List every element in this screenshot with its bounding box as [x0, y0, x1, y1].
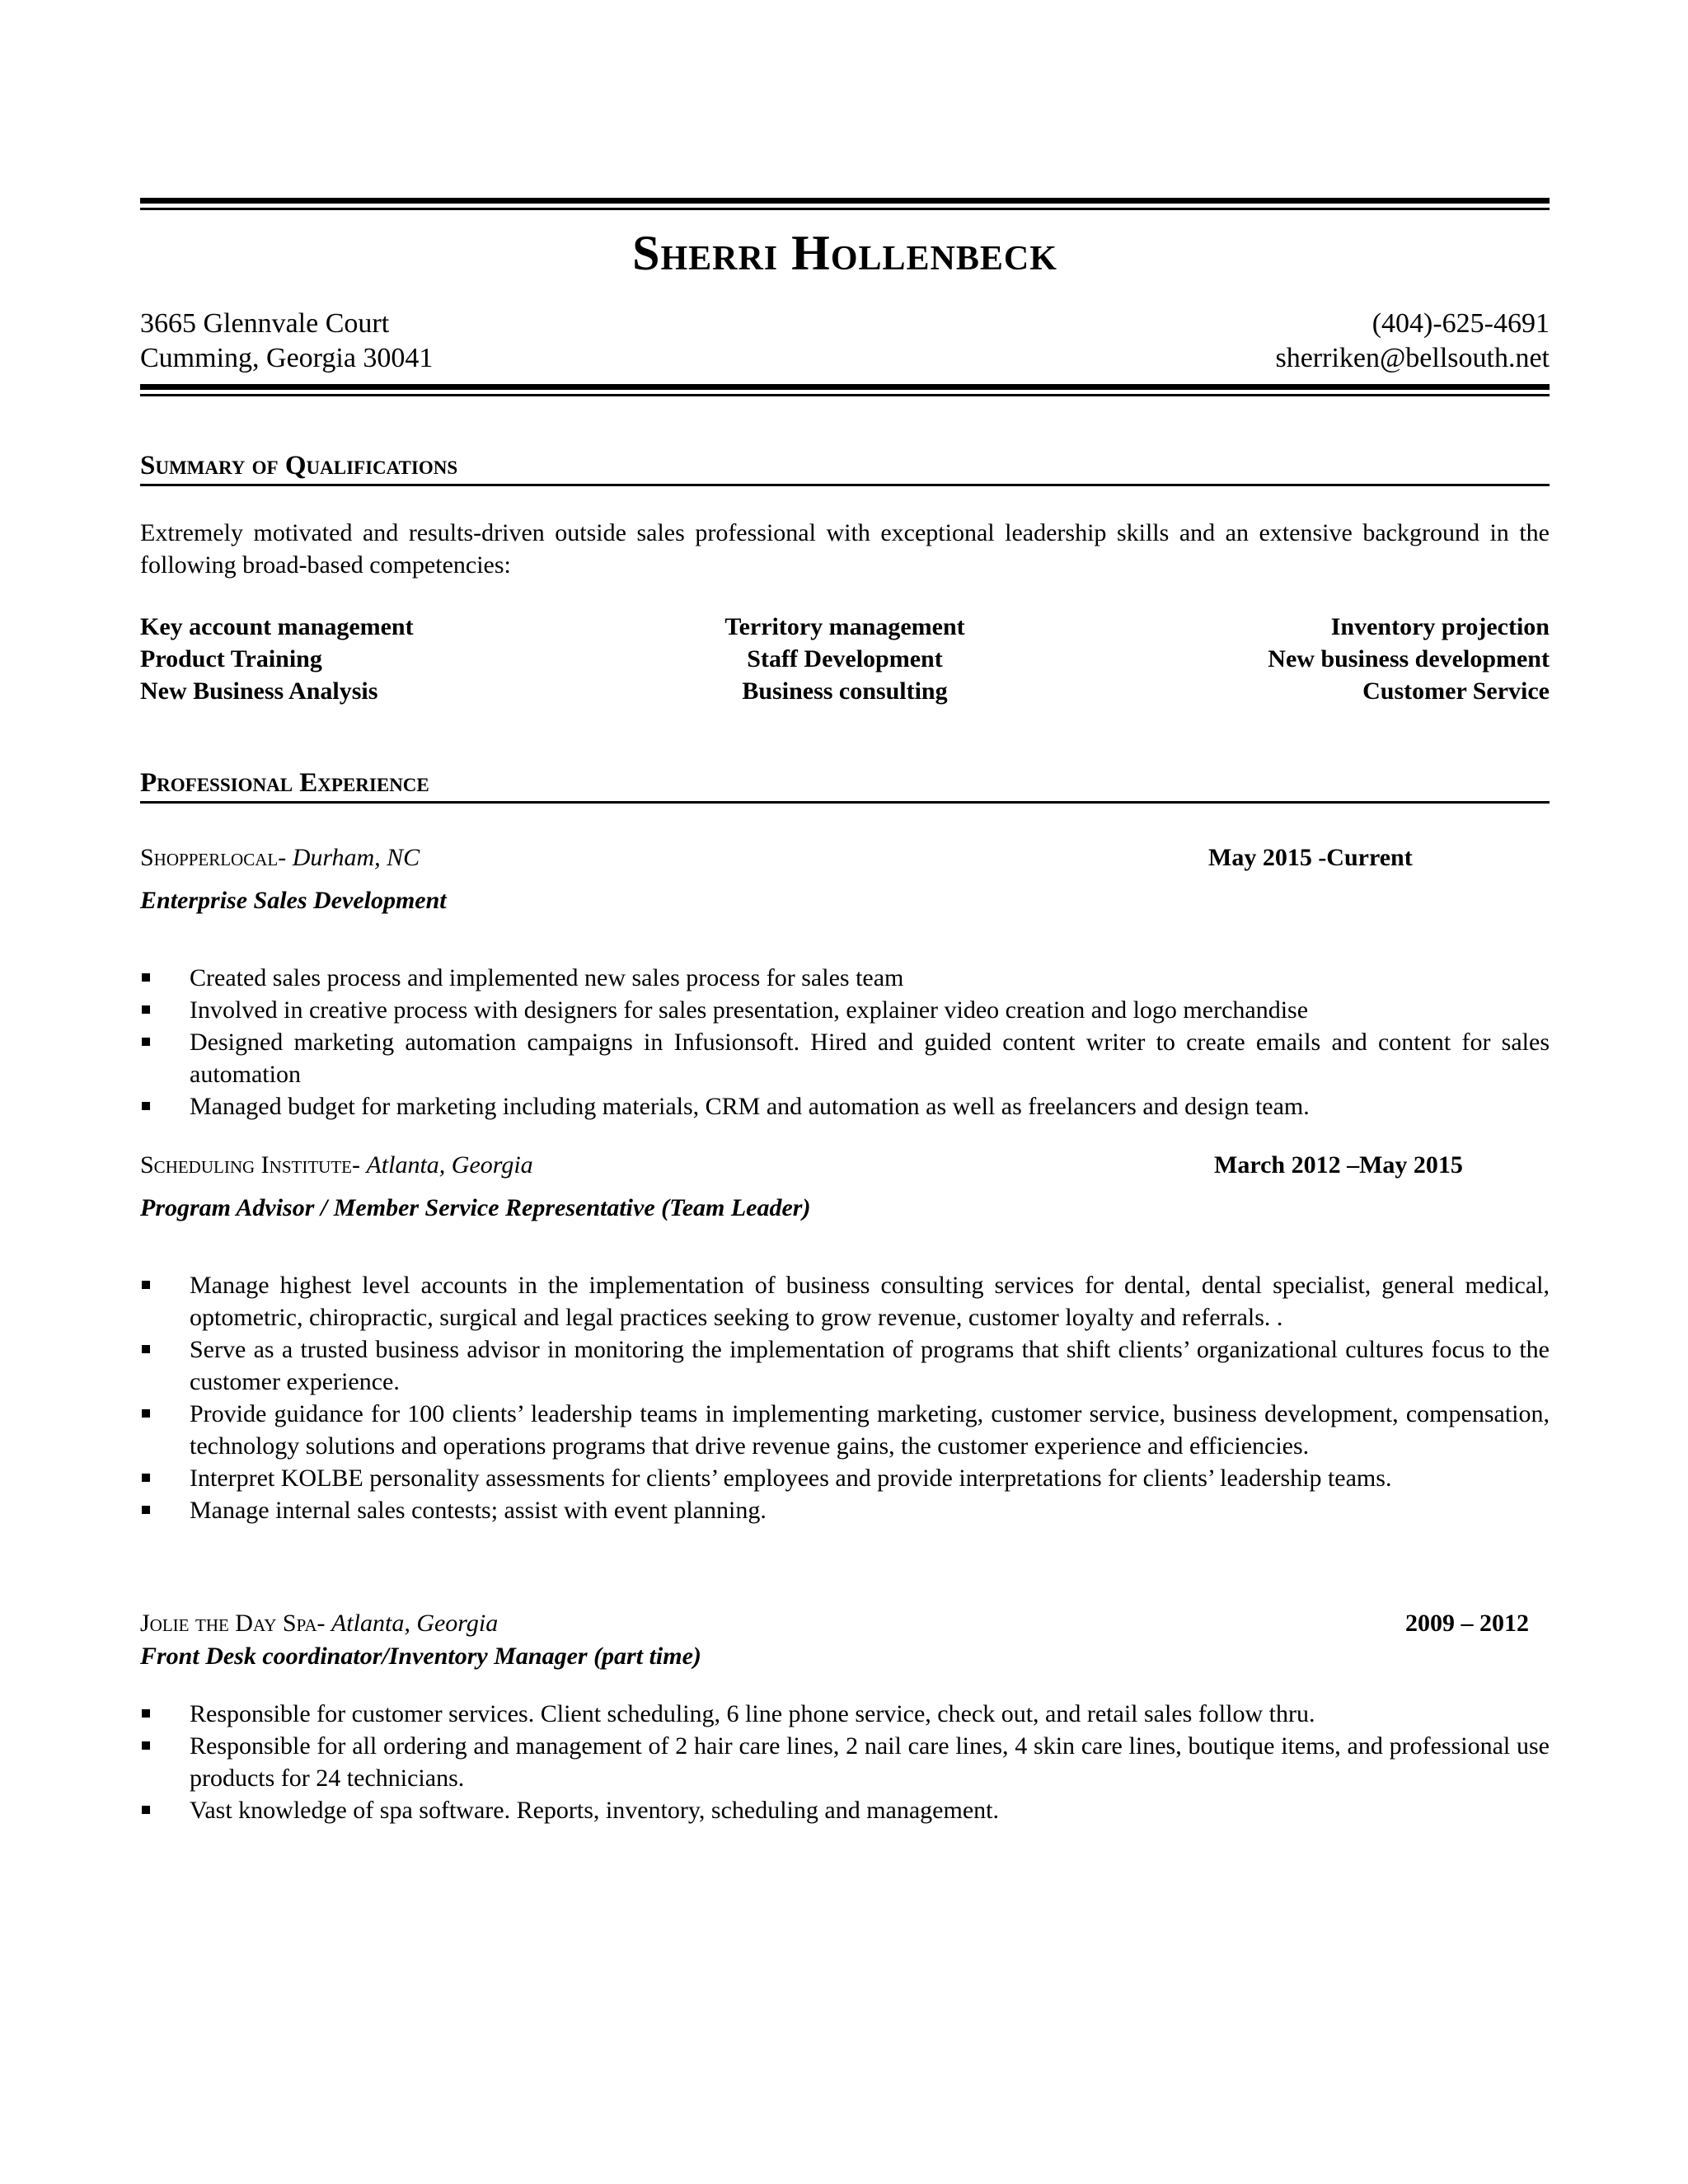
competencies-grid: [140, 611, 1550, 707]
job-bullet-list: [140, 1269, 1550, 1526]
job-bullet: Manage highest level accounts in the implementation of business consulting services for dental, dental specialist, general medical, optometric, chiropractic, surgical and legal practices seeking to grow revenue, customer loyalty and referrals. .: [140, 1269, 1550, 1333]
job-entry-scheduling-institute: [140, 1149, 1550, 1526]
job-header: [140, 1149, 1550, 1182]
job-bullet: Involved in creative process with designers for sales presentation, explainer video creation and logo merchandise: [140, 994, 1550, 1026]
competency-item: Customer Service: [1362, 677, 1550, 705]
competency-item: Staff Development: [747, 645, 943, 673]
job-bullet: Responsible for all ordering and management of 2 hair care lines, 2 nail care lines, 4 skin care lines, boutique items, and professional use products for 24 technicians.: [140, 1730, 1550, 1794]
competency-item: Product Training: [140, 645, 322, 673]
employer-location: Atlanta, Georgia: [331, 1610, 499, 1637]
competencies-right-column: [1080, 611, 1550, 707]
job-entry-jolie-day-spa: [140, 1607, 1550, 1826]
employer-name: Jolie the Day Spa-: [140, 1610, 326, 1637]
summary-section-title: Summary of Qualifications: [140, 449, 1550, 486]
job-bullet: Vast knowledge of spa software. Reports, inventory, scheduling and management.: [140, 1794, 1550, 1826]
header-top-rule: [140, 198, 1550, 210]
job-bullet-list: [140, 962, 1550, 1122]
job-dates: 2009 – 2012: [1405, 1610, 1529, 1637]
employer-name: Scheduling Institute-: [140, 1151, 360, 1179]
address-line-1: 3665 Glennvale Court: [140, 308, 390, 339]
resume-page: [140, 198, 1550, 1826]
competency-item: New business development: [1268, 645, 1550, 673]
competencies-left-column: [140, 611, 610, 707]
competency-item: Business consulting: [742, 677, 948, 705]
job-bullet-list: [140, 1698, 1550, 1826]
contact-details: [1275, 307, 1550, 376]
employer-location: Durham, NC: [292, 844, 420, 871]
job-bullet: Provide guidance for 100 clients’ leadership teams in implementing marketing, customer service, business development, compensation, technology solutions and operations programs that drive revenue gains, the customer experience and efficiencies.: [140, 1398, 1550, 1462]
employer-name: Shopperlocal-: [140, 844, 287, 871]
job-title: Enterprise Sales Development: [140, 887, 447, 914]
job-header: [140, 841, 1550, 874]
employer-location: Atlanta, Georgia: [366, 1151, 533, 1179]
experience-section-title: Professional Experience: [140, 766, 1550, 804]
competency-item: Territory management: [724, 613, 965, 640]
job-bullet: Designed marketing automation campaigns in Infusionsoft. Hired and guided content writer to create emails and content for sales automation: [140, 1026, 1550, 1090]
contact-block: [140, 307, 1550, 376]
job-bullet: Created sales process and implemented new sales process for sales team: [140, 962, 1550, 994]
competency-item: Key account management: [140, 613, 414, 640]
job-header: [140, 1607, 1550, 1640]
competencies-center-column: [610, 611, 1080, 707]
job-bullet: Managed budget for marketing including materials, CRM and automation as well as freelancers and design team.: [140, 1090, 1550, 1122]
email-address: sherriken@bellsouth.net: [1275, 343, 1550, 373]
summary-text: Extremely motivated and results-driven outside sales professional with exceptional leadership skills and an extensive background in the following broad-based competencies:: [140, 519, 1550, 579]
competency-item: New Business Analysis: [140, 677, 378, 705]
job-dates: March 2012 –May 2015: [1214, 1151, 1463, 1179]
competency-item: Inventory projection: [1330, 613, 1550, 640]
job-dates: May 2015 -Current: [1208, 844, 1413, 871]
phone-number: (404)-625-4691: [1372, 308, 1550, 339]
header-bottom-rule: [140, 384, 1550, 396]
address-line-2: Cumming, Georgia 30041: [140, 343, 434, 373]
address: [140, 307, 433, 376]
job-title: Program Advisor / Member Service Representative (Team Leader): [140, 1194, 811, 1221]
job-bullet: Interpret KOLBE personality assessments for clients’ employees and provide interpretations for clients’ leadership teams.: [140, 1462, 1550, 1494]
job-bullet: Manage internal sales contests; assist with event planning.: [140, 1494, 1550, 1526]
job-entry-shopperlocal: [140, 841, 1550, 1122]
job-title: Front Desk coordinator/Inventory Manager (part time): [140, 1643, 701, 1670]
candidate-name: Sherri Hollenbeck: [632, 226, 1057, 280]
job-bullet: Serve as a trusted business advisor in monitoring the implementation of programs that shift clients’ organizational cultures focus to the customer experience.: [140, 1333, 1550, 1398]
job-bullet: Responsible for customer services. Client scheduling, 6 line phone service, check out, and retail sales follow thru.: [140, 1698, 1550, 1730]
